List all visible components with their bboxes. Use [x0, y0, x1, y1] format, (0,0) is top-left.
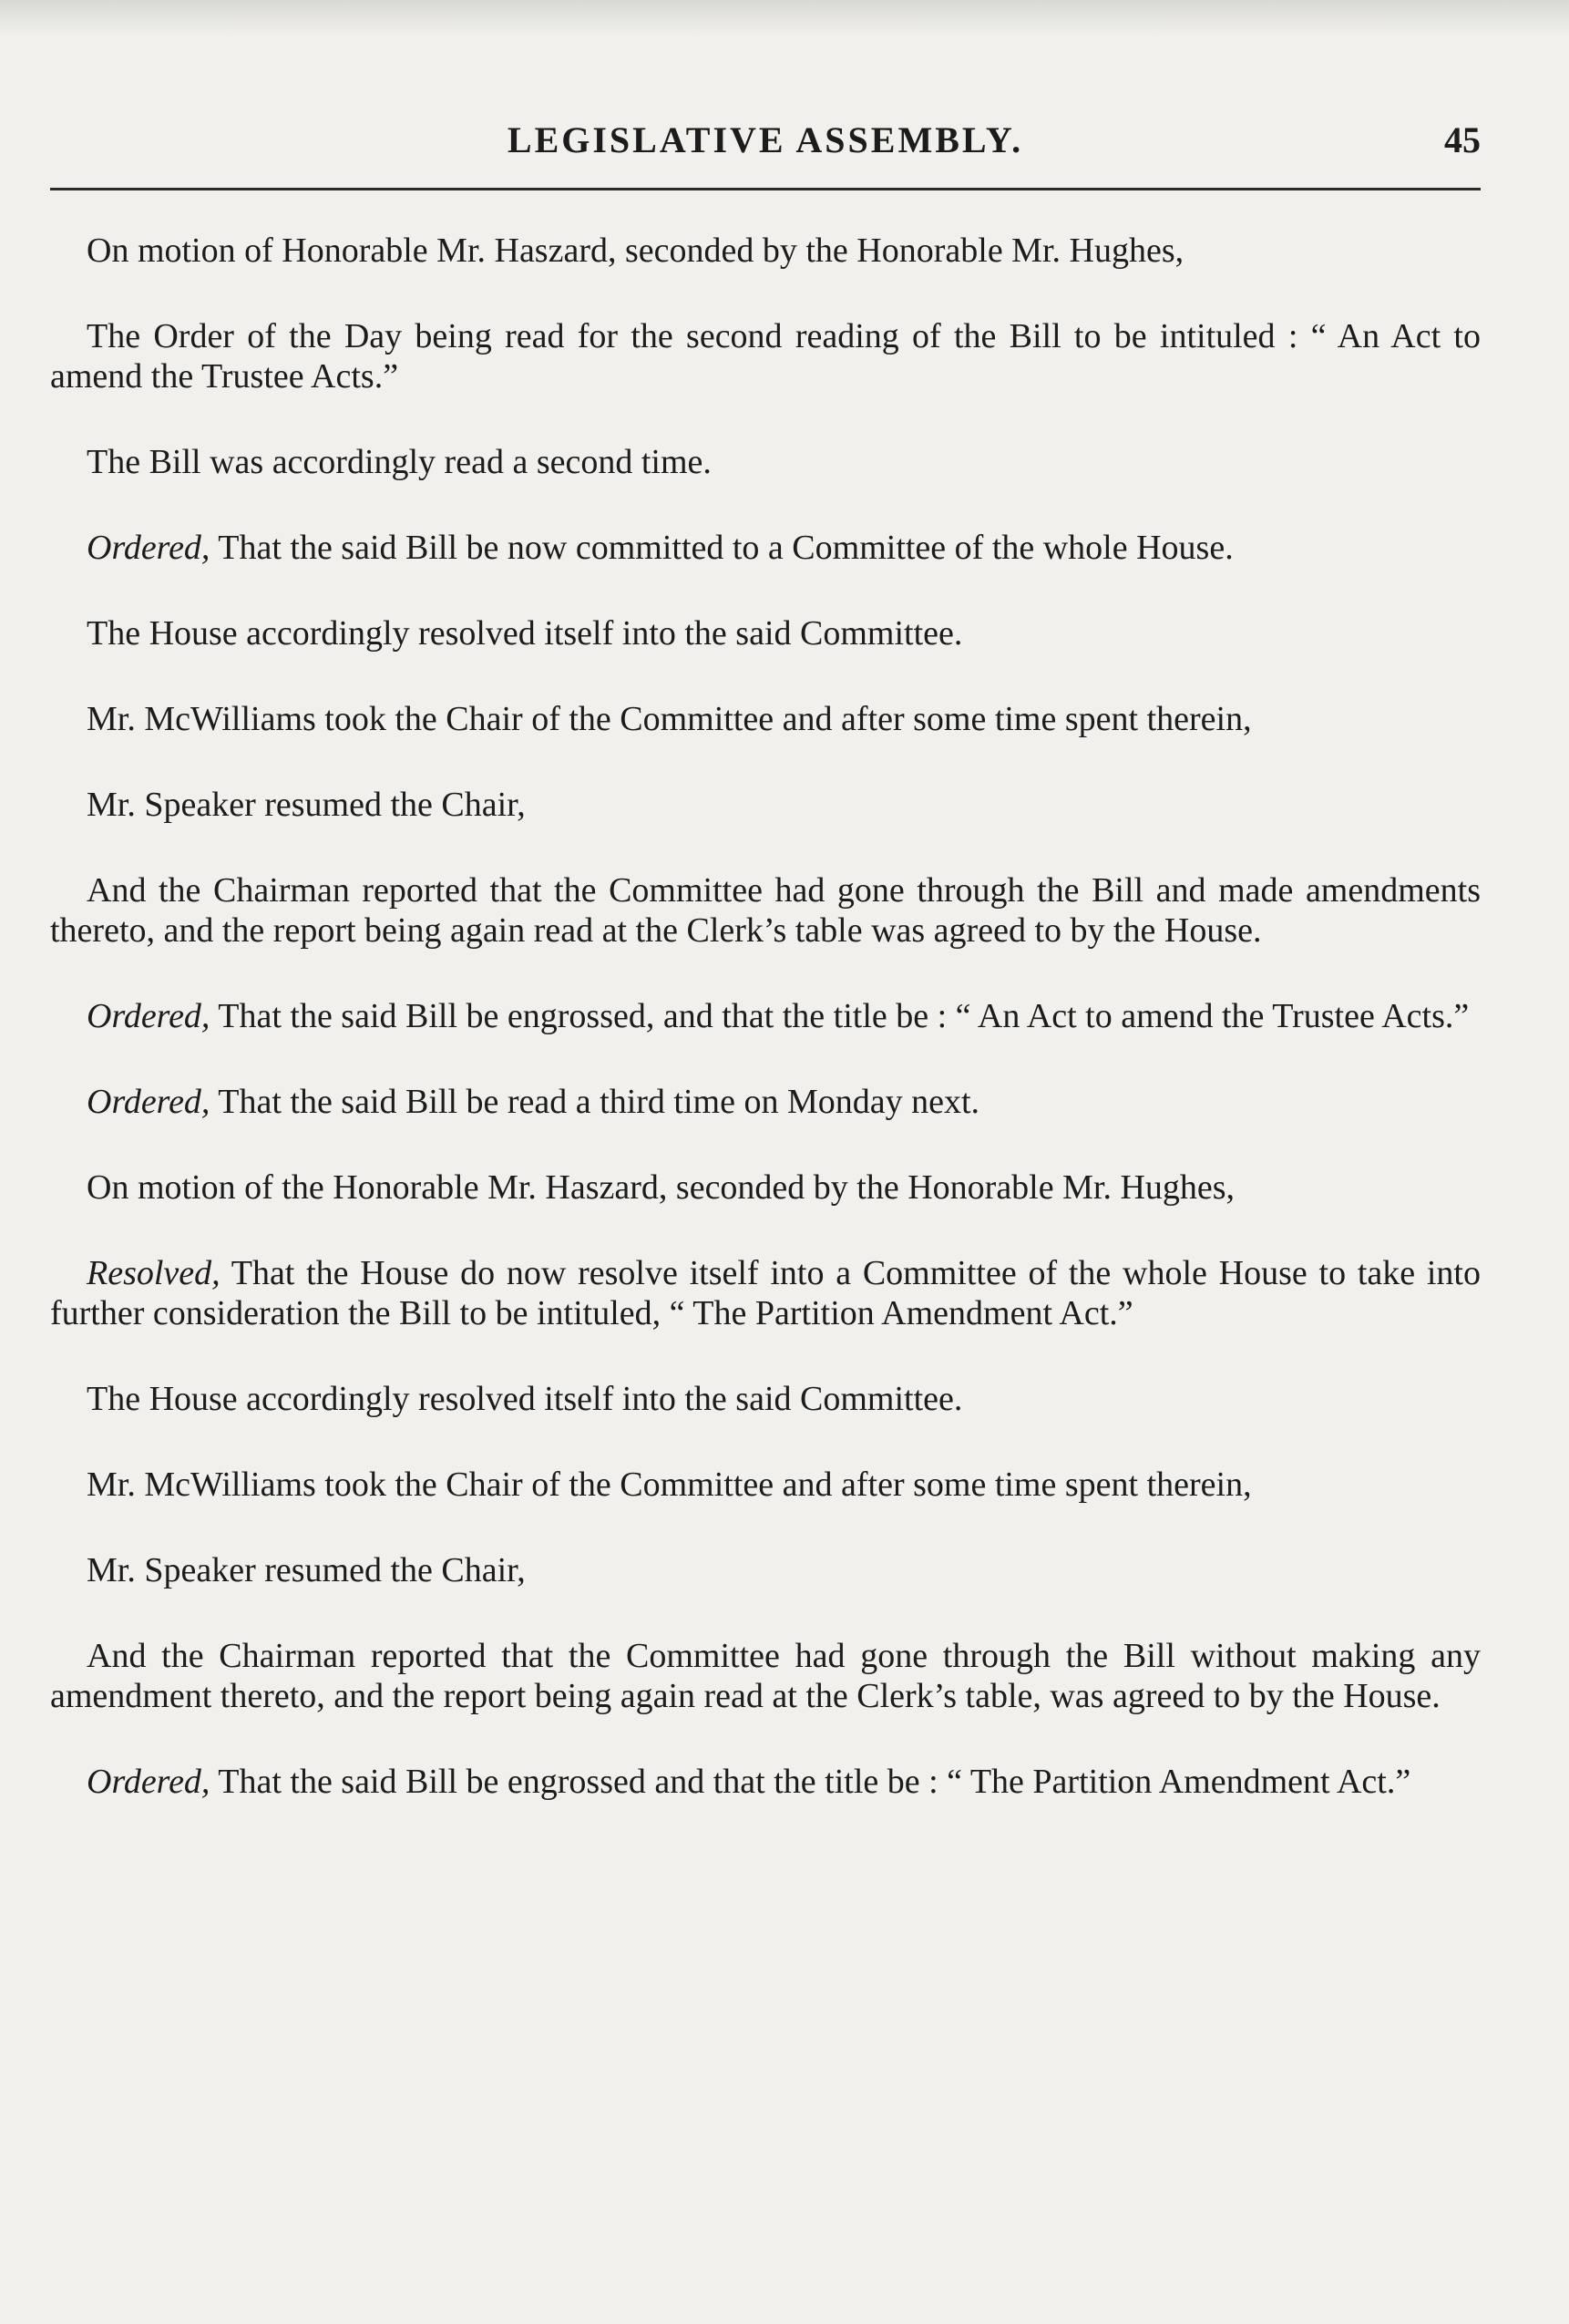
- page-number: 45: [1444, 119, 1481, 160]
- page-title: LEGISLATIVE ASSEMBLY.: [507, 119, 1024, 160]
- header-rule: [50, 188, 1481, 190]
- paragraph: [50, 231, 1481, 271]
- paragraph-lead: Ordered,: [87, 529, 210, 567]
- paragraph-text: That the said Bill be now committed to a Committee of the whole House.: [210, 529, 1234, 567]
- paragraph-text: The House accordingly resolved itself into the said Committee.: [87, 614, 963, 653]
- paragraph-text: That the House do now resolve itself into a Committee of the whole House to take into further consideration the Bill to be intituled, “ The Partition Amendment Act.”: [50, 1254, 1481, 1332]
- paragraph-text: The Bill was accordingly read a second time.: [87, 443, 712, 481]
- paragraph-text: Mr. Speaker resumed the Chair,: [87, 1551, 526, 1589]
- paragraph-text: Mr. McWilliams took the Chair of the Committee and after some time spent therein,: [87, 700, 1252, 738]
- paragraph-text: That the said Bill be engrossed and that the title be : “ The Partition Amendment Act.”: [210, 1763, 1411, 1801]
- paragraph-lead: Ordered,: [87, 997, 210, 1035]
- journal-body: [50, 231, 1481, 1802]
- paragraph: [50, 1167, 1481, 1208]
- paragraph: [50, 613, 1481, 653]
- paragraph: [50, 1465, 1481, 1505]
- paragraph: [50, 316, 1481, 396]
- paragraph-text: And the Chairman reported that the Committee had gone through the Bill without making any amendment thereto, and the report being again read at the Clerk’s table, was agreed to by the House.: [50, 1637, 1481, 1715]
- paragraph-text: Mr. McWilliams took the Chair of the Committee and after some time spent therein,: [87, 1465, 1252, 1504]
- paragraph: [50, 870, 1481, 951]
- paragraph: [50, 528, 1481, 568]
- paragraph-text: That the said Bill be engrossed, and that the title be : “ An Act to amend the Trustee Acts.”: [210, 997, 1470, 1035]
- paragraph: [50, 1762, 1481, 1802]
- paragraph-text: On motion of Honorable Mr. Haszard, seconded by the Honorable Mr. Hughes,: [87, 231, 1184, 270]
- paragraph: [50, 442, 1481, 482]
- paragraph-text: That the said Bill be read a third time on Monday next.: [210, 1083, 980, 1121]
- paragraph-lead: Resolved,: [87, 1254, 220, 1292]
- paragraph-lead: Ordered,: [87, 1083, 210, 1121]
- paragraph-text: The House accordingly resolved itself into the said Committee.: [87, 1380, 963, 1418]
- paragraph: [50, 996, 1481, 1036]
- paragraph-lead: Ordered,: [87, 1763, 210, 1801]
- running-head: [50, 100, 1481, 173]
- paragraph-text: Mr. Speaker resumed the Chair,: [87, 786, 526, 824]
- paragraph: [50, 1082, 1481, 1122]
- paragraph-text: On motion of the Honorable Mr. Haszard, seconded by the Honorable Mr. Hughes,: [87, 1168, 1236, 1207]
- paragraph: [50, 1636, 1481, 1716]
- paragraph: [50, 1550, 1481, 1590]
- paragraph: [50, 1379, 1481, 1419]
- paragraph-text: And the Chairman reported that the Committee had gone through the Bill and made amendments thereto, and the report being again read at the Clerk’s table was agreed to by the House.: [50, 871, 1481, 950]
- paragraph: [50, 785, 1481, 825]
- paragraph: [50, 699, 1481, 739]
- document-page: [50, 100, 1481, 1847]
- paragraph: [50, 1253, 1481, 1333]
- scan-edge: [0, 0, 1569, 36]
- paragraph-text: The Order of the Day being read for the second reading of the Bill to be intituled : “ An Act to amend the Trustee Acts.”: [50, 317, 1481, 396]
